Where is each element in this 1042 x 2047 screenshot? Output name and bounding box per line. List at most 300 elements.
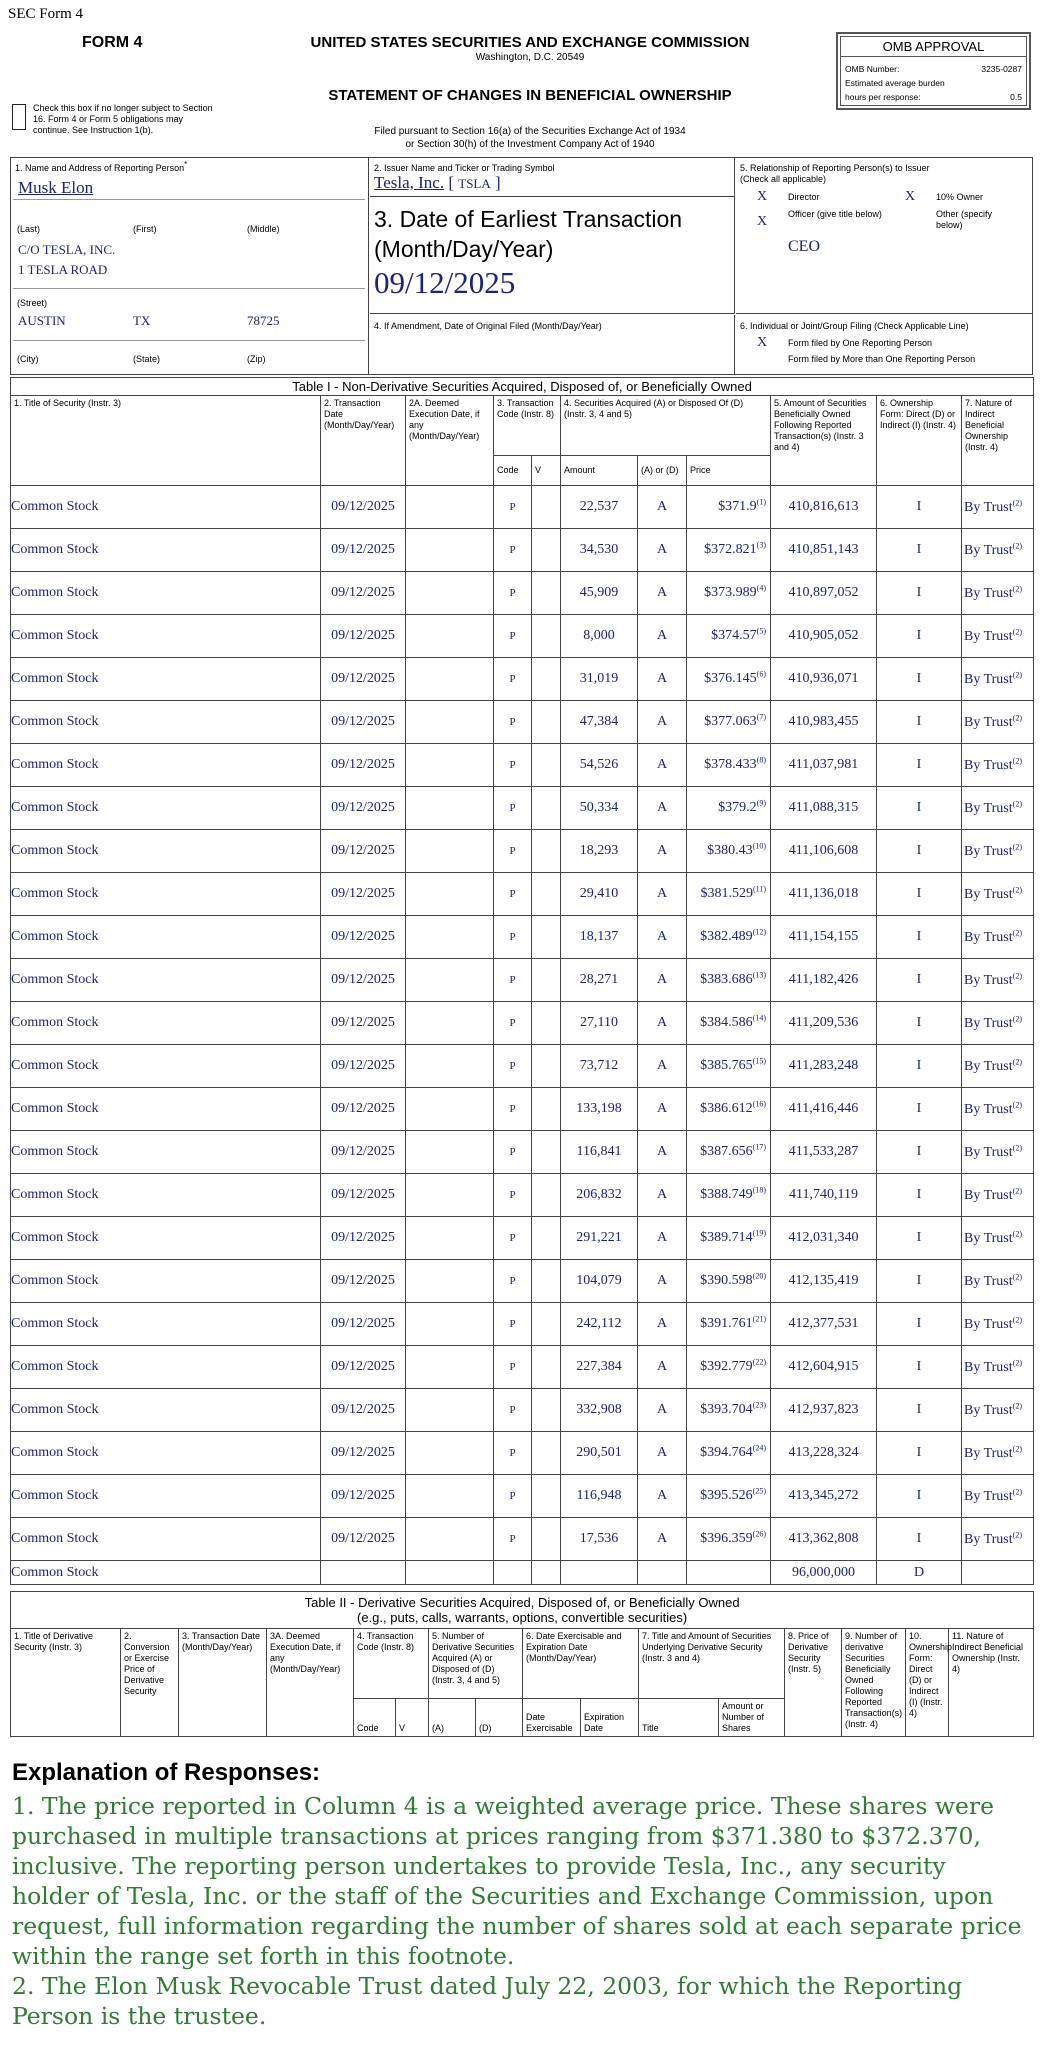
cell-nature <box>962 701 1034 744</box>
nature-value: By Trust <box>964 929 1013 945</box>
cell-nature <box>962 486 1034 529</box>
one-person-label: Form filed by One Reporting Person <box>788 338 933 348</box>
price-footnote: (11) <box>752 884 766 894</box>
price-value: $383.686 <box>700 972 753 987</box>
price-value: $394.764 <box>700 1445 753 1460</box>
cell-deemed <box>406 1389 494 1432</box>
t2-header-title: 1. Title of Derivative Security (Instr. 3) <box>11 1629 121 1737</box>
cell-v <box>532 1346 561 1389</box>
cell-price <box>687 830 771 873</box>
reporting-person-name-link[interactable]: Musk Elon <box>18 178 94 197</box>
cell-a-or-d: A <box>638 873 687 916</box>
cell-form: I <box>877 744 962 787</box>
cell-code: P <box>494 1389 532 1432</box>
nature-value: By Trust <box>964 628 1013 644</box>
city-label: (City) <box>17 354 39 364</box>
cell-form: I <box>877 1518 962 1561</box>
nature-value: By Trust <box>964 542 1013 558</box>
cell-v <box>532 1260 561 1303</box>
filed-pursuant-line2: or Section 30(h) of the Investment Company Act of 1940 <box>405 139 655 150</box>
cell-amount: 31,019 <box>561 658 638 701</box>
cell-date: 09/12/2025 <box>321 529 406 572</box>
cell-deemed <box>406 1217 494 1260</box>
nature-value: By Trust <box>964 1230 1013 1246</box>
cell-price <box>687 1475 771 1518</box>
cell-owned: 413,345,272 <box>771 1475 877 1518</box>
cell-owned: 411,154,155 <box>771 916 877 959</box>
cell-title: Common Stock <box>11 1346 321 1389</box>
box3-label <box>374 204 682 264</box>
nature-footnote: (2) <box>1012 1271 1022 1281</box>
price-value: $395.526 <box>700 1488 753 1503</box>
table-row <box>11 787 1034 830</box>
cell-price <box>687 959 771 1002</box>
cell-deemed <box>406 701 494 744</box>
cell-form: I <box>877 486 962 529</box>
cell-v <box>532 916 561 959</box>
nature-footnote: (2) <box>1012 1443 1022 1453</box>
cell-a-or-d: A <box>638 1002 687 1045</box>
cell-nature <box>962 1045 1034 1088</box>
t1-header-nature: 7. Nature of Indirect Beneficial Ownership (Instr. 4) <box>962 396 1034 486</box>
omb-hours: 0.5 <box>1010 92 1022 102</box>
cell-form: I <box>877 1045 962 1088</box>
reporting-person-box <box>11 158 369 374</box>
nature-footnote: (2) <box>1012 712 1022 722</box>
price-value: $392.779 <box>700 1359 753 1374</box>
table-row <box>11 959 1034 1002</box>
footnote-2: 2. The Elon Musk Revocable Trust dated July 22, 2003, for which the Reporting Person is the trustee. <box>12 1972 963 2030</box>
t2-header-underlying: 7. Title and Amount of Securities Underlying Derivative Security (Instr. 3 and 4) <box>639 1629 785 1699</box>
cell-amount <box>561 1561 638 1585</box>
cell-date: 09/12/2025 <box>321 1475 406 1518</box>
cell-deemed <box>406 1174 494 1217</box>
table-row <box>11 1260 1034 1303</box>
cell-price <box>687 1088 771 1131</box>
price-value: $377.063 <box>704 714 757 729</box>
checkbox-text: Check this box if no longer subject to Section 16. Form 4 or Form 5 obligations may continue. See Instruction 1(b). <box>33 103 213 135</box>
cell-code: P <box>494 486 532 529</box>
cell-code: P <box>494 1174 532 1217</box>
cell-a-or-d: A <box>638 1303 687 1346</box>
price-value: $396.359 <box>700 1531 753 1546</box>
ticker-symbol: TSLA <box>458 176 491 191</box>
nature-value: By Trust <box>964 1531 1013 1547</box>
form-title: FORM 4 <box>82 34 143 51</box>
cell-deemed <box>406 658 494 701</box>
price-footnote: (4) <box>756 583 766 593</box>
cell-price <box>687 916 771 959</box>
cell-a-or-d: A <box>638 701 687 744</box>
city-value: AUSTIN <box>18 313 66 328</box>
cell-nature <box>962 1475 1034 1518</box>
cell-deemed <box>406 1088 494 1131</box>
price-footnote: (22) <box>752 1357 766 1367</box>
divider <box>13 199 365 200</box>
nature-value: By Trust <box>964 585 1013 601</box>
price-footnote: (1) <box>756 497 766 507</box>
cell-date: 09/12/2025 <box>321 1260 406 1303</box>
t2-header-form: 10. Ownership Form: Direct (D) or Indirect (I) (Instr. 4) <box>906 1629 949 1737</box>
cell-amount: 290,501 <box>561 1432 638 1475</box>
table-row <box>11 830 1034 873</box>
cell-code: P <box>494 658 532 701</box>
t1-header-acquired: 4. Securities Acquired (A) or Disposed Of (D) (Instr. 3, 4 and 5) <box>561 396 771 456</box>
agency-name: UNITED STATES SECURITIES AND EXCHANGE COMMISSION <box>310 34 750 51</box>
cell-form: I <box>877 1303 962 1346</box>
cell-date: 09/12/2025 <box>321 1045 406 1088</box>
price-value: $379.2 <box>718 800 757 815</box>
table2-title: Table II - Derivative Securities Acquired, Disposed of, or Beneficially Owned <box>304 1595 740 1610</box>
t2-subheader-expiration: Expiration Date <box>581 1699 639 1737</box>
cell-deemed <box>406 1131 494 1174</box>
cell-v <box>532 1217 561 1260</box>
cell-code: P <box>494 1088 532 1131</box>
nature-footnote: (2) <box>1012 583 1022 593</box>
table-row <box>11 916 1034 959</box>
t2-subheader-date-exercisable: Date Exercisable <box>523 1699 581 1737</box>
price-value: $376.145 <box>704 671 757 686</box>
cell-form: I <box>877 1389 962 1432</box>
cell-v <box>532 1432 561 1475</box>
cell-amount: 104,079 <box>561 1260 638 1303</box>
nature-footnote: (2) <box>1012 1486 1022 1496</box>
nature-value: By Trust <box>964 1488 1013 1504</box>
nature-value: By Trust <box>964 1015 1013 1031</box>
cell-code: P <box>494 1131 532 1174</box>
cell-a-or-d: A <box>638 787 687 830</box>
cell-nature <box>962 1389 1034 1432</box>
cell-owned: 412,937,823 <box>771 1389 877 1432</box>
cell-date: 09/12/2025 <box>321 1131 406 1174</box>
director-label: Director <box>788 192 820 202</box>
price-value: $372.821 <box>704 542 757 557</box>
cell-title: Common Stock <box>11 1260 321 1303</box>
cell-title: Common Stock <box>11 959 321 1002</box>
cell-a-or-d: A <box>638 959 687 1002</box>
nature-footnote: (2) <box>1012 626 1022 636</box>
cell-a-or-d: A <box>638 916 687 959</box>
nature-footnote: (2) <box>1012 1013 1022 1023</box>
cell-code: P <box>494 1518 532 1561</box>
cell-date: 09/12/2025 <box>321 701 406 744</box>
price-value: $382.489 <box>700 929 753 944</box>
cell-owned: 410,983,455 <box>771 701 877 744</box>
cell-deemed <box>406 572 494 615</box>
cell-price <box>687 1045 771 1088</box>
state-label: (State) <box>133 354 161 364</box>
cell-v <box>532 744 561 787</box>
cell-amount: 227,384 <box>561 1346 638 1389</box>
nature-footnote: (2) <box>1012 540 1022 550</box>
cell-owned: 411,136,018 <box>771 873 877 916</box>
table-row <box>11 1088 1034 1131</box>
box4-label: 4. If Amendment, Date of Original Filed (Month/Day/Year) <box>374 321 602 331</box>
cell-title: Common Stock <box>11 787 321 830</box>
price-footnote: (16) <box>752 1099 766 1109</box>
cell-a-or-d: A <box>638 1260 687 1303</box>
cell-owned: 410,816,613 <box>771 486 877 529</box>
t1-header-title: 1. Title of Security (Instr. 3) <box>11 396 321 486</box>
cell-amount: 17,536 <box>561 1518 638 1561</box>
cell-nature <box>962 1088 1034 1131</box>
cell-v <box>532 1389 561 1432</box>
cell-code: P <box>494 1475 532 1518</box>
ticker-open: [ <box>448 173 455 192</box>
issuer-name-link[interactable]: Tesla, Inc. <box>374 173 445 192</box>
cell-v <box>532 701 561 744</box>
cell-owned: 411,106,608 <box>771 830 877 873</box>
box5-label-line1: 5. Relationship of Reporting Person(s) to Issuer <box>740 163 930 173</box>
cell-owned: 412,135,419 <box>771 1260 877 1303</box>
cell-title: Common Stock <box>11 830 321 873</box>
cell-date: 09/12/2025 <box>321 1518 406 1561</box>
nature-value: By Trust <box>964 972 1013 988</box>
cell-date: 09/12/2025 <box>321 1174 406 1217</box>
cell-deemed <box>406 916 494 959</box>
cell-form: I <box>877 615 962 658</box>
cell-nature <box>962 615 1034 658</box>
cell-v <box>532 1303 561 1346</box>
nature-value: By Trust <box>964 800 1013 816</box>
cell-code <box>494 1561 532 1585</box>
cell-nature <box>962 1561 1034 1585</box>
cell-nature <box>962 787 1034 830</box>
cell-nature <box>962 1303 1034 1346</box>
earliest-transaction-date: 09/12/2025 <box>374 265 516 300</box>
cell-v <box>532 486 561 529</box>
cell-nature <box>962 1518 1034 1561</box>
price-value: $386.612 <box>700 1101 753 1116</box>
cell-owned: 410,905,052 <box>771 615 877 658</box>
price-footnote: (14) <box>752 1013 766 1023</box>
cell-deemed <box>406 1303 494 1346</box>
price-value: $389.714 <box>700 1230 753 1245</box>
t1-header-date: 2. Transaction Date (Month/Day/Year) <box>321 396 406 486</box>
explanation-section <box>12 1759 1030 2031</box>
cell-nature <box>962 1002 1034 1045</box>
cell-owned: 410,897,052 <box>771 572 877 615</box>
cell-code: P <box>494 959 532 1002</box>
cell-a-or-d: A <box>638 1389 687 1432</box>
cell-form: I <box>877 787 962 830</box>
box6-label: 6. Individual or Joint/Group Filing (Check Applicable Line) <box>740 321 969 331</box>
cell-owned: 411,416,446 <box>771 1088 877 1131</box>
cell-date: 09/12/2025 <box>321 830 406 873</box>
cell-owned: 410,936,071 <box>771 658 877 701</box>
cell-price <box>687 1432 771 1475</box>
t1-header-deemed: 2A. Deemed Execution Date, if any (Month/Day/Year) <box>406 396 494 486</box>
cell-owned: 411,088,315 <box>771 787 877 830</box>
table1-title: Table I - Non-Derivative Securities Acquired, Disposed of, or Beneficially Owned <box>11 378 1034 396</box>
cell-amount: 332,908 <box>561 1389 638 1432</box>
cell-price <box>687 1346 771 1389</box>
cell-price <box>687 529 771 572</box>
table-row <box>11 1045 1034 1088</box>
no-longer-subject-checkbox[interactable] <box>12 104 26 130</box>
nature-footnote: (2) <box>1012 1099 1022 1109</box>
table-row <box>11 1518 1034 1561</box>
cell-owned: 412,604,915 <box>771 1346 877 1389</box>
middle-label: (Middle) <box>247 224 280 234</box>
cell-price <box>687 1174 771 1217</box>
table-row <box>11 701 1034 744</box>
cell-v <box>532 1002 561 1045</box>
cell-code: P <box>494 529 532 572</box>
cell-a-or-d: A <box>638 1174 687 1217</box>
omb-number: 3235-0287 <box>981 64 1022 74</box>
nature-value: By Trust <box>964 1187 1013 1203</box>
price-value: $373.989 <box>704 585 757 600</box>
price-value: $387.656 <box>700 1144 753 1159</box>
cell-owned: 410,851,143 <box>771 529 877 572</box>
cell-amount: 54,526 <box>561 744 638 787</box>
cell-owned: 411,209,536 <box>771 1002 877 1045</box>
price-footnote: (26) <box>752 1529 766 1539</box>
cell-date: 09/12/2025 <box>321 1389 406 1432</box>
explanation-heading: Explanation of Responses: <box>12 1759 321 1786</box>
cell-title: Common Stock <box>11 1561 321 1585</box>
cell-a-or-d: A <box>638 1346 687 1389</box>
one-person-mark: X <box>757 335 768 350</box>
price-footnote: (8) <box>756 755 766 765</box>
cell-price <box>687 1131 771 1174</box>
cell-v <box>532 572 561 615</box>
cell-price <box>687 873 771 916</box>
price-footnote: (17) <box>752 1142 766 1152</box>
box3-label-line2: (Month/Day/Year) <box>374 236 554 262</box>
nature-footnote: (2) <box>1012 798 1022 808</box>
cell-a-or-d: A <box>638 1088 687 1131</box>
nature-value: By Trust <box>964 1359 1013 1375</box>
t2-header-number: 5. Number of Derivative Securities Acquired (A) or Disposed of (D) (Instr. 3, 4 and 5) <box>429 1629 523 1699</box>
nature-value: By Trust <box>964 1402 1013 1418</box>
price-footnote: (12) <box>752 927 766 937</box>
cell-nature <box>962 830 1034 873</box>
price-footnote: (7) <box>756 712 766 722</box>
table2-title-cell <box>11 1592 1034 1629</box>
nature-value: By Trust <box>964 499 1013 515</box>
box5-label-line2: (Check all applicable) <box>740 174 827 184</box>
nature-footnote: (2) <box>1012 1056 1022 1066</box>
cell-amount: 28,271 <box>561 959 638 1002</box>
cell-form: D <box>877 1561 962 1585</box>
cell-owned: 411,740,119 <box>771 1174 877 1217</box>
cell-price <box>687 1389 771 1432</box>
cell-deemed <box>406 1475 494 1518</box>
nature-value: By Trust <box>964 1316 1013 1332</box>
table-row <box>11 1131 1034 1174</box>
box3-label-line1: 3. Date of Earliest Transaction <box>374 206 683 232</box>
t1-header-owned: 5. Amount of Securities Beneficially Owned Following Reported Transaction(s) (Instr. 3 and 4) <box>771 396 877 486</box>
cell-a-or-d: A <box>638 529 687 572</box>
cell-code: P <box>494 787 532 830</box>
cell-form: I <box>877 873 962 916</box>
t1-subheader-a-or-d: (A) or (D) <box>638 456 687 486</box>
cell-title: Common Stock <box>11 1217 321 1260</box>
cell-form: I <box>877 1260 962 1303</box>
cell-owned: 411,037,981 <box>771 744 877 787</box>
cell-code: P <box>494 1260 532 1303</box>
table2-subtitle: (e.g., puts, calls, warrants, options, convertible securities) <box>357 1610 688 1625</box>
cell-v <box>532 1174 561 1217</box>
cell-amount: 34,530 <box>561 529 638 572</box>
cell-owned: 411,283,248 <box>771 1045 877 1088</box>
price-value: $378.433 <box>704 757 757 772</box>
ten-pct-mark: X <box>905 189 916 204</box>
cell-v <box>532 1561 561 1585</box>
cell-nature <box>962 1131 1034 1174</box>
cell-a-or-d: A <box>638 1045 687 1088</box>
cell-amount: 116,948 <box>561 1475 638 1518</box>
omb-number-label: OMB Number: <box>845 64 900 74</box>
cell-price <box>687 1303 771 1346</box>
footnote-1: 1. The price reported in Column 4 is a weighted average price. These shares were purchased in multiple transactions at prices ranging from $371.380 to $372.370, inclusive. The reporting person undertakes to provide Tesla, Inc., any security holder of Tesla, Inc. or the staff of the Securities and Exchange Commission, upon request, full information regarding the number of shares sold at each separate price within the range set forth in this footnote. <box>12 1792 1022 1970</box>
table1-body <box>11 486 1034 1561</box>
cell-form: I <box>877 959 962 1002</box>
cell-nature <box>962 1260 1034 1303</box>
cell-code: P <box>494 916 532 959</box>
issuer-box <box>370 158 735 314</box>
cell-title: Common Stock <box>11 1432 321 1475</box>
price-footnote: (9) <box>756 798 766 808</box>
cell-price <box>687 1002 771 1045</box>
cell-amount: 18,293 <box>561 830 638 873</box>
cell-code: P <box>494 1303 532 1346</box>
cell-nature <box>962 529 1034 572</box>
cell-date: 09/12/2025 <box>321 1346 406 1389</box>
cell-amount: 22,537 <box>561 486 638 529</box>
state-value: TX <box>133 313 151 328</box>
cell-deemed <box>406 1518 494 1561</box>
nature-value: By Trust <box>964 1273 1013 1289</box>
price-value: $371.9 <box>718 499 757 514</box>
omb-title: OMB APPROVAL <box>841 37 1026 57</box>
t1-subheader-price: Price <box>687 456 771 486</box>
cell-v <box>532 1475 561 1518</box>
cell-deemed <box>406 1260 494 1303</box>
price-value: $391.761 <box>700 1316 753 1331</box>
cell-a-or-d: A <box>638 830 687 873</box>
nature-footnote: (2) <box>1012 884 1022 894</box>
cell-deemed <box>406 615 494 658</box>
cell-code: P <box>494 830 532 873</box>
nature-footnote: (2) <box>1012 1142 1022 1152</box>
omb-approval-box <box>836 32 1031 110</box>
statement-title: STATEMENT OF CHANGES IN BENEFICIAL OWNERSHIP <box>328 87 732 104</box>
last-label: (Last) <box>17 224 41 234</box>
table-1 <box>10 377 1034 1585</box>
t2-subheader-a: (A) <box>429 1699 476 1737</box>
cell-nature <box>962 1217 1034 1260</box>
cell-form: I <box>877 1088 962 1131</box>
cell-a-or-d: A <box>638 744 687 787</box>
t2-subheader-amount: Amount or Number of Shares <box>719 1699 785 1737</box>
cell-owned: 412,377,531 <box>771 1303 877 1346</box>
omb-burden-label: Estimated average burden <box>845 78 945 88</box>
cell-form: I <box>877 658 962 701</box>
cell-nature <box>962 916 1034 959</box>
officer-mark: X <box>757 214 768 229</box>
t2-header-exercisable: 6. Date Exercisable and Expiration Date (Month/Day/Year) <box>523 1629 639 1699</box>
nature-footnote: (2) <box>1012 1314 1022 1324</box>
nature-value: By Trust <box>964 714 1013 730</box>
table-row <box>11 1303 1034 1346</box>
nature-value: By Trust <box>964 1144 1013 1160</box>
cell-nature <box>962 1174 1034 1217</box>
cell-date: 09/12/2025 <box>321 486 406 529</box>
page-header: SEC Form 4 <box>8 6 84 22</box>
